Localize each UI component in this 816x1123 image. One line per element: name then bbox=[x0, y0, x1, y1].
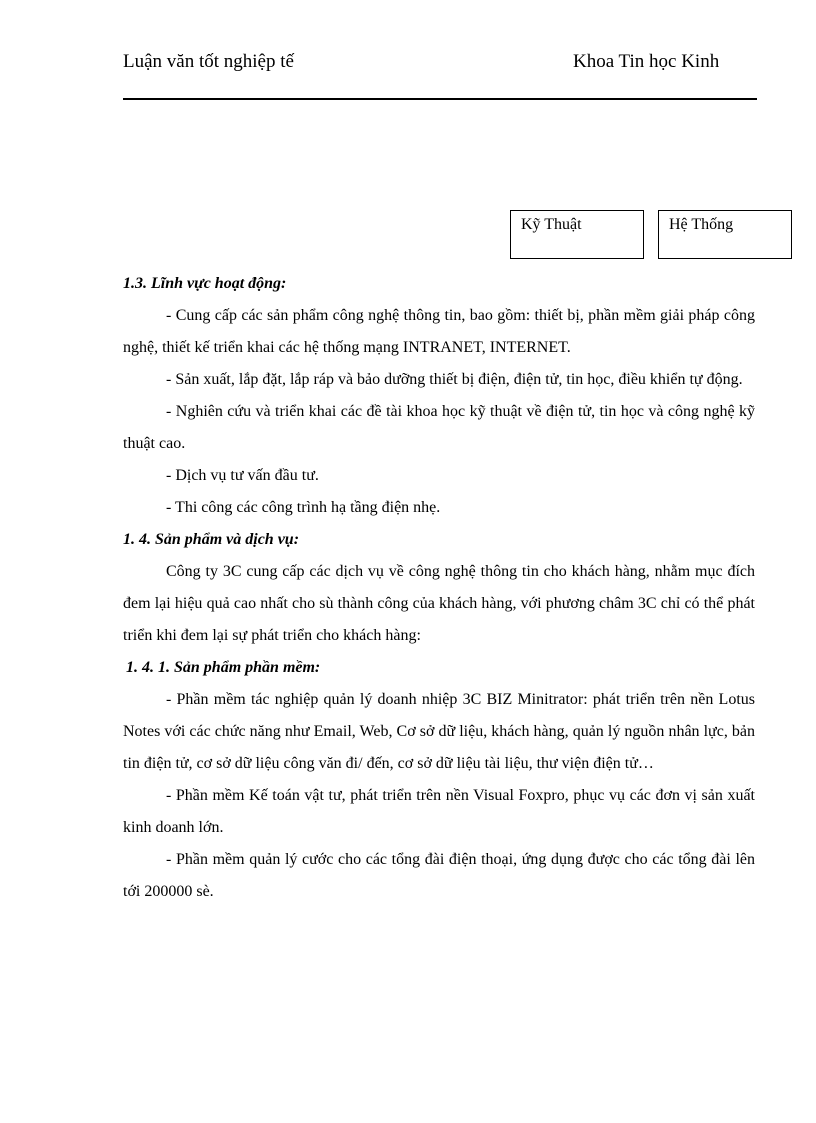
section-1-4-1-item: - Phần mềm quản lý cước cho các tổng đài điện thoại, ứng dụng được cho các tổng đài lên tới 200000 sè. bbox=[123, 851, 755, 900]
section-1-4-intro: Công ty 3C cung cấp các dịch vụ về công nghệ thông tin cho khách hàng, nhằm mục đích đem lại hiệu quả cao nhất cho sù thành công của khách hàng, với phương châm 3C chỉ có thể phát triển khi đem lại sự phát triển cho khách hàng: bbox=[123, 563, 755, 644]
section-1-3-item: - Nghiên cứu và triển khai các đề tài khoa học kỹ thuật về điện tử, tin học và công nghệ kỹ thuật cao. bbox=[123, 403, 755, 452]
section-1-4-1-heading: 1. 4. 1. Sản phẩm phần mềm: bbox=[126, 659, 321, 676]
section-1-3-item: - Dịch vụ tư vấn đầu tư. bbox=[166, 467, 319, 484]
box-he-thong: Hệ Thống bbox=[658, 210, 792, 259]
header-rule bbox=[123, 98, 757, 100]
section-1-4-1-item: - Phần mềm tác nghiệp quản lý doanh nhiệp 3C BIZ Minitrator: phát triển trên nền Lotus Notes với các chức năng như Email, Web, Cơ sở dữ liệu, khách hàng, quản lý nguồn nhân lực, bản tin điện tử, cơ sở dữ liệu công văn đi/ đến, cơ sở dữ liệu tài liệu, thư viện điện tử… bbox=[123, 691, 755, 772]
section-1-3-heading: 1.3. Lĩnh vực hoạt động: bbox=[123, 275, 287, 292]
section-1-4-1-item: - Phần mềm Kế toán vật tư, phát triển trên nền Visual Foxpro, phục vụ các đơn vị sản xuất kinh doanh lớn. bbox=[123, 787, 755, 836]
header-right-title: Khoa Tin học Kinh bbox=[573, 51, 720, 72]
document-body bbox=[123, 268, 755, 908]
section-1-4-heading: 1. 4. Sản phẩm và dịch vụ: bbox=[123, 531, 300, 548]
header-left-title: Luận văn tốt nghiệp tế bbox=[123, 51, 294, 72]
section-1-3-item: - Cung cấp các sản phẩm công nghệ thông tin, bao gồm: thiết bị, phần mềm giải pháp công nghệ, thiết kế triển khai các hệ thống mạng INTRANET, INTERNET. bbox=[123, 307, 755, 356]
section-1-3-item: - Sản xuất, lắp đặt, lắp ráp và bảo dưỡng thiết bị điện, điện tử, tin học, điều khiển tự động. bbox=[166, 371, 743, 388]
section-1-3-item: - Thi công các công trình hạ tầng điện nhẹ. bbox=[166, 499, 441, 516]
box-ky-thuat: Kỹ Thuật bbox=[510, 210, 644, 259]
